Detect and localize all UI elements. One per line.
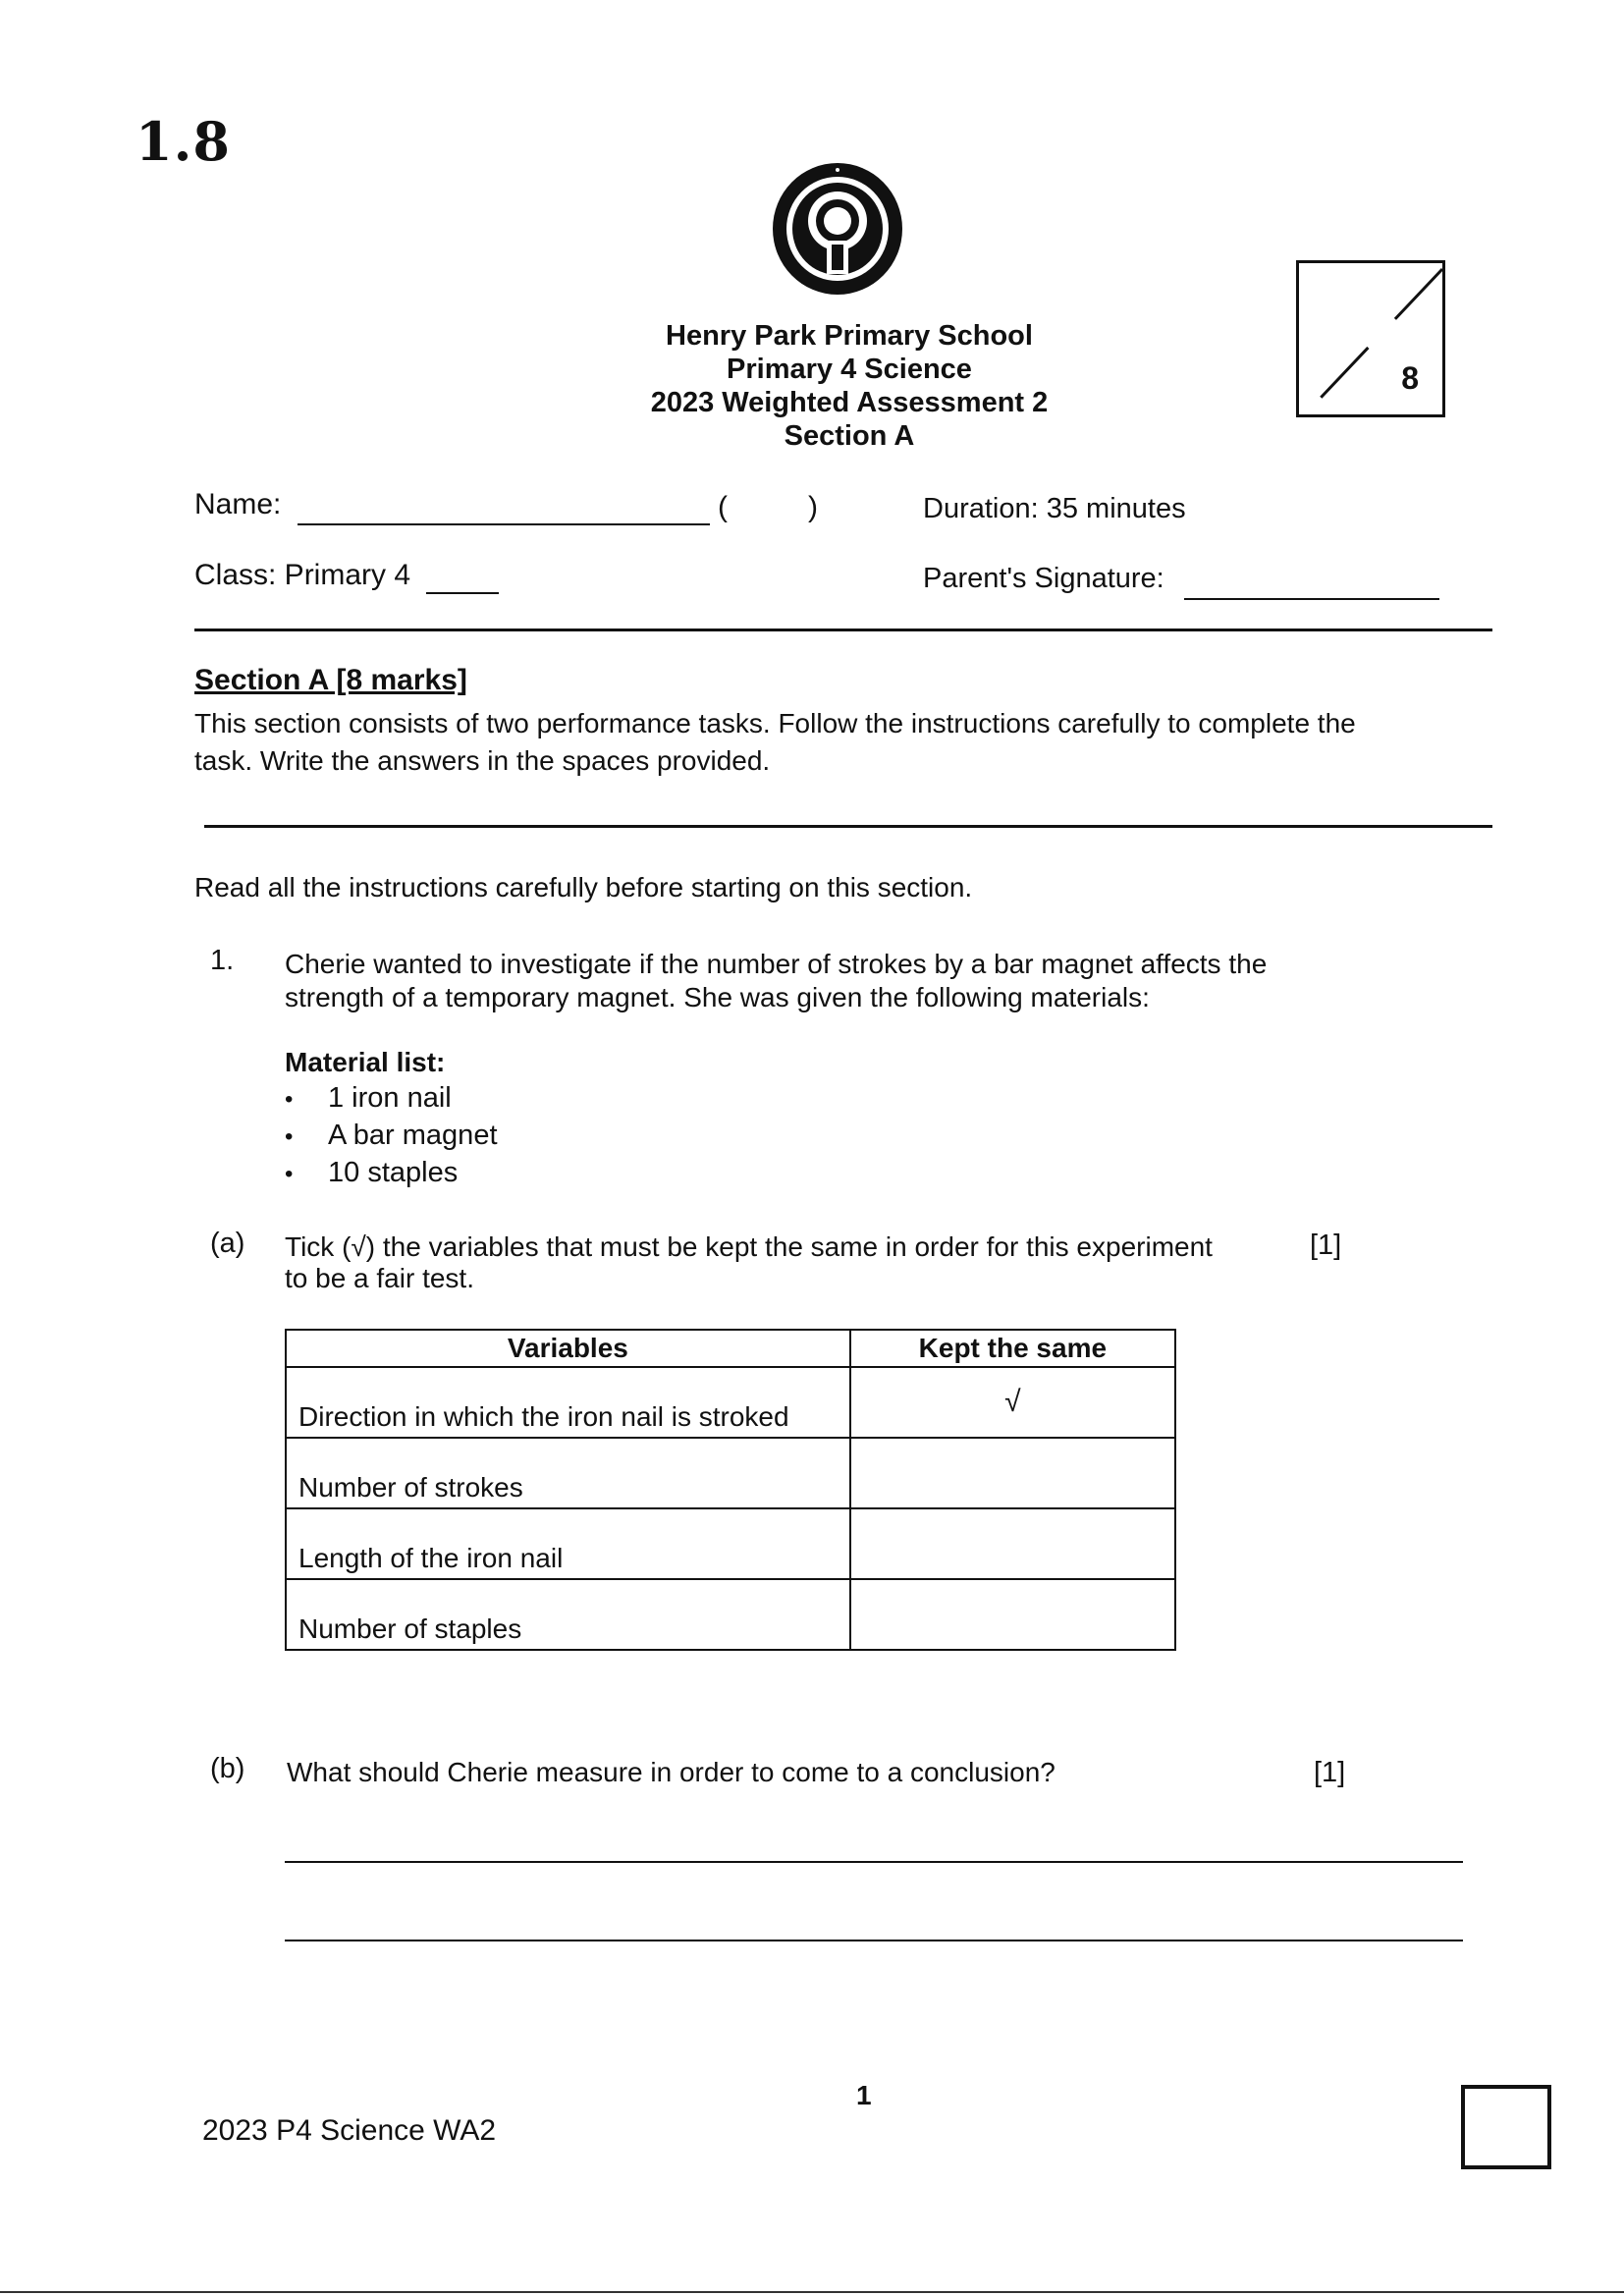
part-b-text: What should Cherie measure in order to come to a conclusion? [287,1757,1056,1787]
part-a-marks: [1] [1310,1230,1342,1261]
variable-cell: Number of strokes [286,1438,850,1508]
page-number: 1 [856,2080,872,2110]
table-row [286,1508,1175,1579]
school-name: Henry Park Primary School [666,320,1033,352]
class-label: Class: Primary 4 [194,559,411,591]
material-list-title: Material list: [285,1047,446,1077]
tick-cell[interactable] [850,1438,1175,1508]
tick-cell[interactable] [850,1579,1175,1650]
footer-code: 2023 P4 Science WA2 [202,2114,497,2147]
list-item: • A bar magnet [285,1118,498,1155]
answer-line-1[interactable] [285,1861,1463,1863]
table-header-row [286,1330,1175,1367]
variables-table [285,1329,1176,1651]
marking-box [1461,2085,1551,2169]
page-bottom-edge [0,2291,1624,2293]
subject-title: Primary 4 Science [727,354,972,385]
table-row [286,1438,1175,1508]
score-value: 8 [1401,360,1419,396]
list-item: • 10 staples [285,1155,498,1192]
school-crest-logo [770,160,905,298]
section-a-intro-line-2: task. Write the answers in the spaces provided. [194,745,771,776]
table-row [286,1579,1175,1650]
part-a-label: (a) [210,1228,245,1259]
score-box [1296,260,1445,417]
signature-field[interactable] [1184,569,1439,600]
part-a-text-line-2: to be a fair test. [285,1263,474,1293]
part-a-text-line-1: Tick (√) the variables that must be kept the same in order for this experiment [285,1231,1213,1262]
register-open: ( [718,491,728,523]
variable-cell: Length of the iron nail [286,1508,850,1579]
section-divider [204,825,1492,828]
class-field[interactable] [426,563,499,594]
part-b-marks: [1] [1314,1757,1346,1788]
tick-cell[interactable] [850,1508,1175,1579]
tick-cell[interactable]: √ [850,1367,1175,1438]
name-label: Name: [194,488,282,520]
section-a-title: Section A [8 marks] [194,664,467,696]
assessment-title: 2023 Weighted Assessment 2 [650,387,1049,418]
list-item: • 1 iron nail [285,1080,498,1118]
read-instructions: Read all the instructions carefully before starting on this section. [194,872,973,902]
document-header [589,319,1110,453]
section-a-intro-line-1: This section consists of two performance tasks. Follow the instructions carefully to complete the [194,708,1356,738]
column-header-variables: Variables [286,1330,850,1367]
question-1-number: 1. [210,945,235,976]
name-field[interactable] [298,494,710,525]
part-b-label: (b) [210,1753,245,1784]
table-row [286,1367,1175,1438]
question-1-stem-line-1: Cherie wanted to investigate if the number of strokes by a bar magnet affects the [285,949,1268,979]
signature-label: Parent's Signature: [923,563,1164,594]
question-1-stem-line-2: strength of a temporary magnet. She was given the following materials: [285,982,1150,1012]
column-header-kept-same: Kept the same [850,1330,1175,1367]
duration-text: Duration: 35 minutes [923,493,1186,524]
header-divider [194,629,1492,631]
variable-cell: Number of staples [286,1579,850,1650]
material-list [285,1080,498,1192]
section-heading: Section A [784,420,915,452]
corner-page-number: 1.8 [135,110,231,173]
variable-cell: Direction in which the iron nail is stroked [286,1367,850,1438]
register-close: ) [808,491,818,523]
answer-line-2[interactable] [285,1940,1463,1941]
